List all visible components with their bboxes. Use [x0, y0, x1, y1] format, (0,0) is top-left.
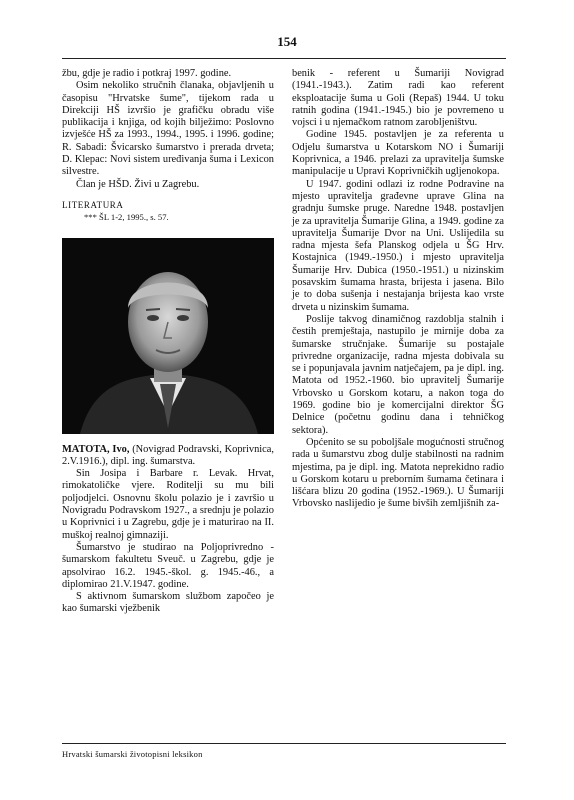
paragraph: Sin Josipa i Barbare r. Levak. Hrvat, rimokatoličke vjere. Roditelji su mu bili poljodjelci. Osnovnu školu polazio je i završio u Novigradu Podravskom 1927., a srednju je polazio u Koprivnici i u Zagrebu, gdje je i maturirao na II. muškoj realnoj gimnaziji.: [62, 468, 274, 541]
paragraph: Općenito se su poboljšale mogućnosti stručnog rada u šumarstvu zbog dulje stabilnosti na radnim mjestima, pa je dipl. ing. Matota neprekidno radio u Gorskom kotaru u preborním šumama četinara i lišćara blizu 20 godina (1952.-1969.). U Šumariji Vrbovsko naslijedio je šume bivših zemljišnih za-: [292, 436, 504, 510]
literatura-heading: LITERATURA: [62, 199, 124, 210]
paragraph: Godine 1945. postavljen je za referenta u Odjelu šumarstva u Kotarskom NO i Šumariji Koprivnica, a 1946. prelazi za upravitelja šumske manipulacije u Upravi Koprivničkih ugljenokopa.: [292, 129, 504, 178]
paragraph: U 1947. godini odlazi iz rodne Podravine na mjesto upravitelja građevne uprave Glina na gradnju šumske pruge. Naredne 1948. postavljen je za upravitelja Šumarije Glina, a 1949. godine za upravitelja Šumarije Dvor na Uni. Uslijedila su radna mjesta šefa Planskog odjela u ŠG Hrv. Kostajnica (1949.-1950.) i mjesto upravitelja Šumarije Hrv. Dubica (1950.-1951.) u nizinskim posavskim šumama hrasta, brijesta i jasena. Bilo je to doba sušenja i nestajanja brijesta kao vrste drveta u nizinskim šumama.: [292, 178, 504, 313]
paragraph: Član je HŠD. Živi u Zagrebu.: [76, 178, 200, 190]
portrait-image: [62, 238, 274, 434]
paragraph: žbu, gdje je radio i potkraj 1997. godine.: [62, 68, 232, 79]
literatura-reference: *** ŠL 1-2, 1995., s. 57.: [84, 212, 169, 223]
entry-name: MATOTA, Ivo,: [62, 443, 130, 455]
bottom-rule: [62, 743, 506, 744]
entry-intro: (Novigrad Podravski, Koprivnica, 2.V.1916.), dipl. ing. šumarstva.: [62, 443, 274, 467]
left-column: [62, 68, 274, 616]
paragraph: benik - referent u Šumariji Novigrad (1941.-1943.). Zatim radi kao referent eksploatacije šuma u Goli (Repaš) 1944. U toku ratnih godina (1941.-1945.) bio je povremeno u vojsci i u njemačkom ratnom zarobljeništvu.: [292, 68, 504, 129]
top-rule: [62, 58, 506, 59]
paragraph: S aktivnom šumarskom službom započeo je kao šumarski vježbenik: [62, 591, 274, 615]
footer-title: Hrvatski šumarski životopisni leksikon: [62, 749, 203, 759]
paragraph: Šumarstvo je studirao na Poljoprivredno - šumarskom fakultetu Sveuč. u Zagrebu, gdje je apsolvirao 16.2. 1945.-škol. g. 1945.-46., a diplomirao 21.V.1947. godine.: [62, 541, 274, 590]
paragraph: Poslije takvog dinamičnog razdoblja stalnih i čestih premještaja, nastupilo je mirnije doba za šumarske stručnjake. Šumarije su postajale privredne organizacije, radna mjesta dobivala su se i popunjavala javnim natječajem, pa je dipl. ing. Matota od 1952.-1960. bio upravitelj Šumarije Vrbovsko u Gorskom kotaru, a nakon toga do 1969. godine bio je komercijalni direktor ŠG Delnice (početnu godinu dana i tehničkog sektora).: [292, 313, 504, 436]
entry-heading: [62, 444, 274, 469]
column-divider: [283, 68, 284, 738]
right-column: [292, 68, 504, 511]
portrait-photo: [62, 238, 274, 434]
paragraph: Osim nekoliko stručnih članaka, objavljenih u časopisu "Hrvatske šume", tijekom rada u Direkciji HŠ izvršio je grafičku obradu više publikacija i knjiga, od kojih bilježimo: Poslovno izvješće HŠ za 1993., 1994., 1995. i 1996. godine; R. Sabadi: Švicarsko šumarstvo i prerada drveta; D. Klepac: Novi sistem uređivanja šuma i Lexicon silvestre.: [62, 80, 274, 178]
page-number: 154: [277, 34, 297, 49]
